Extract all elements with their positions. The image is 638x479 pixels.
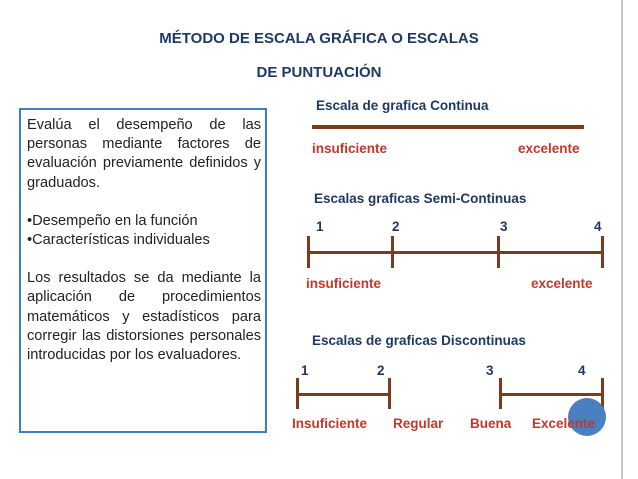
semi-number-1: 1: [316, 219, 324, 234]
disc-number-4: 4: [578, 363, 586, 378]
semi-number-2: 2: [392, 219, 400, 234]
disc-number-1: 1: [301, 363, 309, 378]
continuous-high-label: excelente: [518, 141, 580, 156]
semi-number-4: 4: [594, 219, 602, 234]
disc-label-regular: Regular: [393, 416, 444, 431]
slide-title-line1: MÉTODO DE ESCALA GRÁFICA O ESCALAS: [159, 30, 479, 47]
description-box: [19, 108, 267, 433]
semi-high-label: excelente: [531, 276, 593, 291]
disc-label-buena: Buena: [470, 416, 512, 431]
bullet-caracteristicas: •Características individuales: [27, 232, 210, 249]
semi-continuous-line: [307, 251, 604, 254]
slide-title-line2: DE PUNTUACIÓN: [256, 64, 382, 81]
disc-label-insuficiente: Insuficiente: [292, 416, 368, 431]
semi-low-label: insuficiente: [306, 276, 382, 291]
semi-tick-1: [307, 236, 310, 268]
semi-continuous-heading: Escalas graficas Semi-Continuas: [314, 191, 527, 206]
disc-label-excelente: Excelente: [532, 416, 596, 431]
continuous-scale-line: [312, 125, 584, 129]
semi-number-3: 3: [500, 219, 508, 234]
bullet-desempeno: •Desempeño en la función: [27, 212, 198, 229]
disc-number-3: 3: [486, 363, 494, 378]
continuous-low-label: insuficiente: [312, 141, 388, 156]
semi-tick-4: [601, 236, 604, 268]
semi-tick-2: [391, 236, 394, 268]
disc-segment-1: [296, 393, 389, 396]
discontinuous-heading: Escalas de graficas Discontinuas: [312, 333, 526, 348]
disc-number-2: 2: [377, 363, 385, 378]
disc-segment-3: [500, 393, 604, 396]
disc-tick-1: [296, 378, 299, 409]
disc-tick-2: [388, 378, 391, 409]
disc-tick-3: [499, 378, 502, 409]
description-paragraph-2: Los resultados se da mediante la aplicación de procedimientos matemáticos y estadísticos para corregir las distorsiones personales introducidas por los evaluadores.: [27, 270, 261, 364]
continuous-scale-heading: Escala de grafica Continua: [316, 98, 489, 113]
semi-tick-3: [497, 236, 500, 268]
description-paragraph-1: Evalúa el desempeño de las personas mediante factores de evaluación previamente definidos y graduados.: [27, 117, 261, 191]
